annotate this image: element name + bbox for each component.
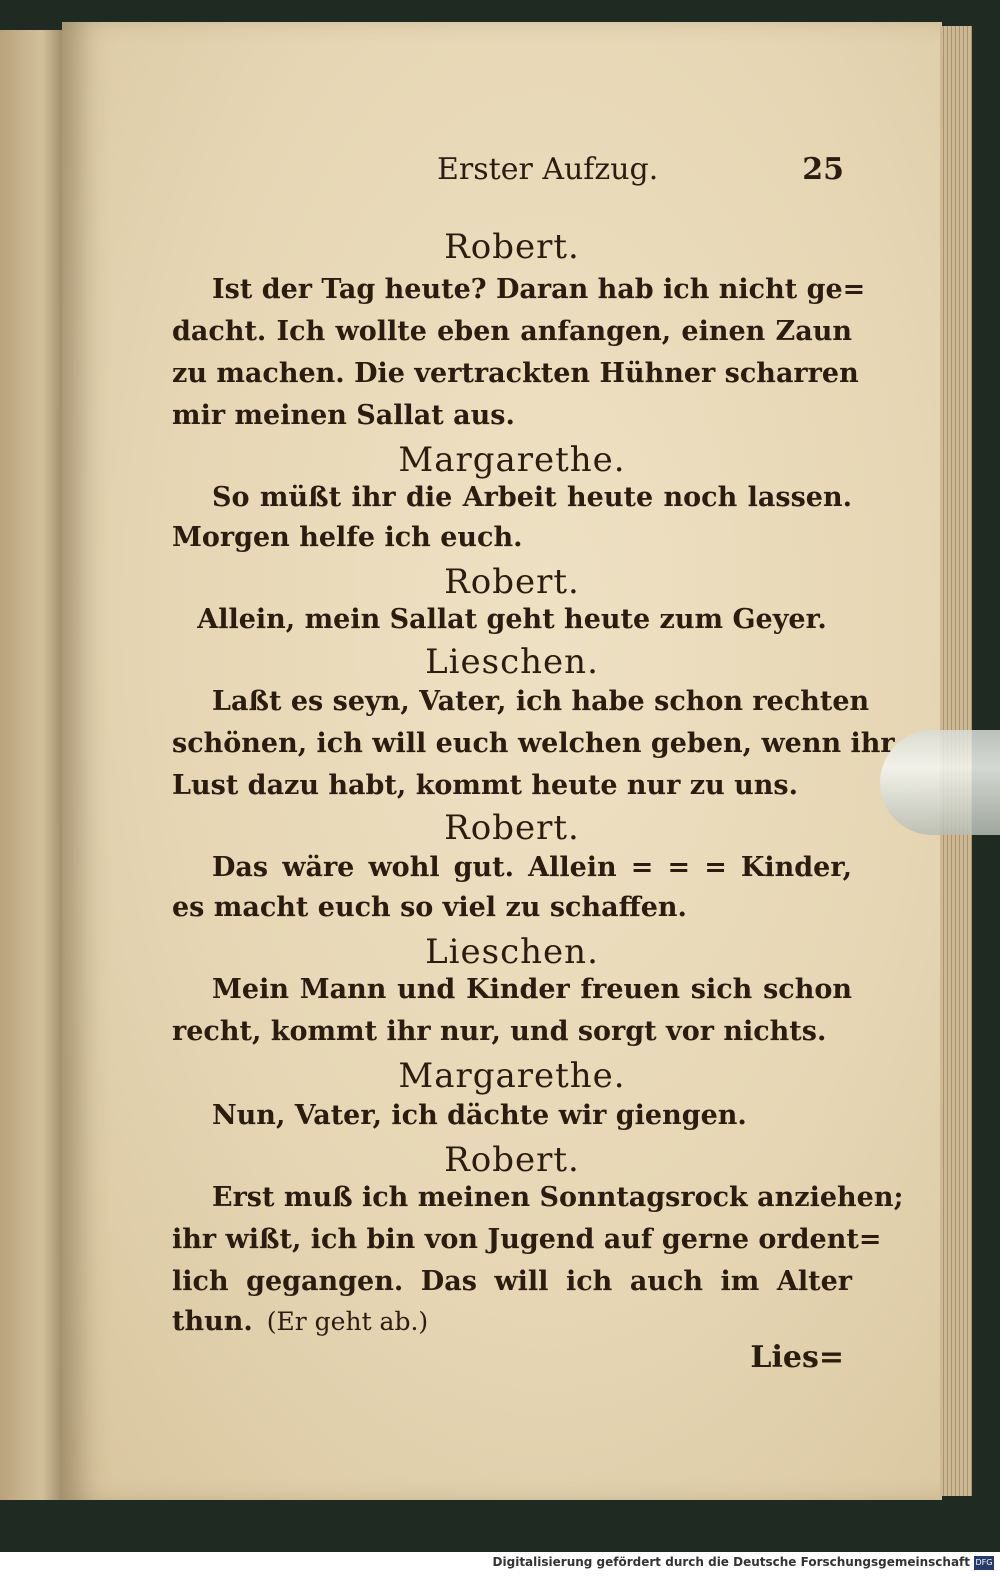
text-line: zu machen. Die vertrackten Hühner scharren xyxy=(172,358,859,389)
speaker-name: Margarethe. xyxy=(398,440,626,480)
text-line: Mein Mann und Kinder freuen sich schon xyxy=(212,974,852,1005)
text-line: recht, kommt ihr nur, und sorgt vor nichts. xyxy=(172,1016,827,1047)
page-header xyxy=(172,152,852,196)
text-line: Morgen helfe ich euch. xyxy=(172,522,523,553)
text-line: Allein, mein Sallat geht heute zum Geyer. xyxy=(197,604,827,635)
book-clip xyxy=(880,730,1000,835)
page-number: 25 xyxy=(802,152,844,187)
dfg-logo: DFG xyxy=(974,1556,994,1570)
footer-credit: Digitalisierung gefördert durch die Deutsche Forschungsgemeinschaft xyxy=(492,1555,970,1569)
stage-direction: (Er geht ab.) xyxy=(266,1307,429,1336)
text-line: ihr wißt, ich bin von Jugend auf gerne ordent= xyxy=(172,1224,882,1255)
text-line: Erst muß ich meinen Sonntagsrock anziehen; xyxy=(212,1182,904,1213)
speaker-name: Robert. xyxy=(444,227,580,267)
speaker-name: Robert. xyxy=(444,808,580,848)
text-line: So müßt ihr die Arbeit heute noch lassen. xyxy=(212,482,852,513)
speaker-name: Lieschen. xyxy=(425,642,599,682)
text-line: Das wäre wohl gut. Allein = = = Kinder, xyxy=(212,852,852,883)
running-title: Erster Aufzug. xyxy=(437,152,659,187)
text-line: mir meinen Sallat aus. xyxy=(172,400,515,431)
text-line: Lust dazu habt, kommt heute nur zu uns. xyxy=(172,770,799,801)
book-page xyxy=(62,22,942,1500)
text-line: lich gegangen. Das will ich auch im Alter xyxy=(172,1266,852,1297)
catchword: Lies= xyxy=(750,1340,844,1375)
text-line: es macht euch so viel zu schaffen. xyxy=(172,892,687,923)
text-line: Laßt es seyn, Vater, ich habe schon rechten xyxy=(212,686,870,717)
text-line: thun. xyxy=(172,1306,253,1337)
speaker-name: Lieschen. xyxy=(425,932,599,972)
speaker-name: Robert. xyxy=(444,562,580,602)
facing-page-edge xyxy=(0,30,70,1500)
text-line-with-direction xyxy=(172,1306,852,1337)
speaker-name: Margarethe. xyxy=(398,1056,626,1096)
speaker-name: Robert. xyxy=(444,1140,580,1180)
text-line: dacht. Ich wollte eben anfangen, einen Zaun xyxy=(172,316,852,347)
text-line: Nun, Vater, ich dächte wir giengen. xyxy=(212,1100,747,1131)
text-line: Ist der Tag heute? Daran hab ich nicht ge= xyxy=(212,274,866,305)
footer-bar xyxy=(0,1552,1000,1576)
text-line: schönen, ich will euch welchen geben, wenn ihr xyxy=(172,728,895,759)
